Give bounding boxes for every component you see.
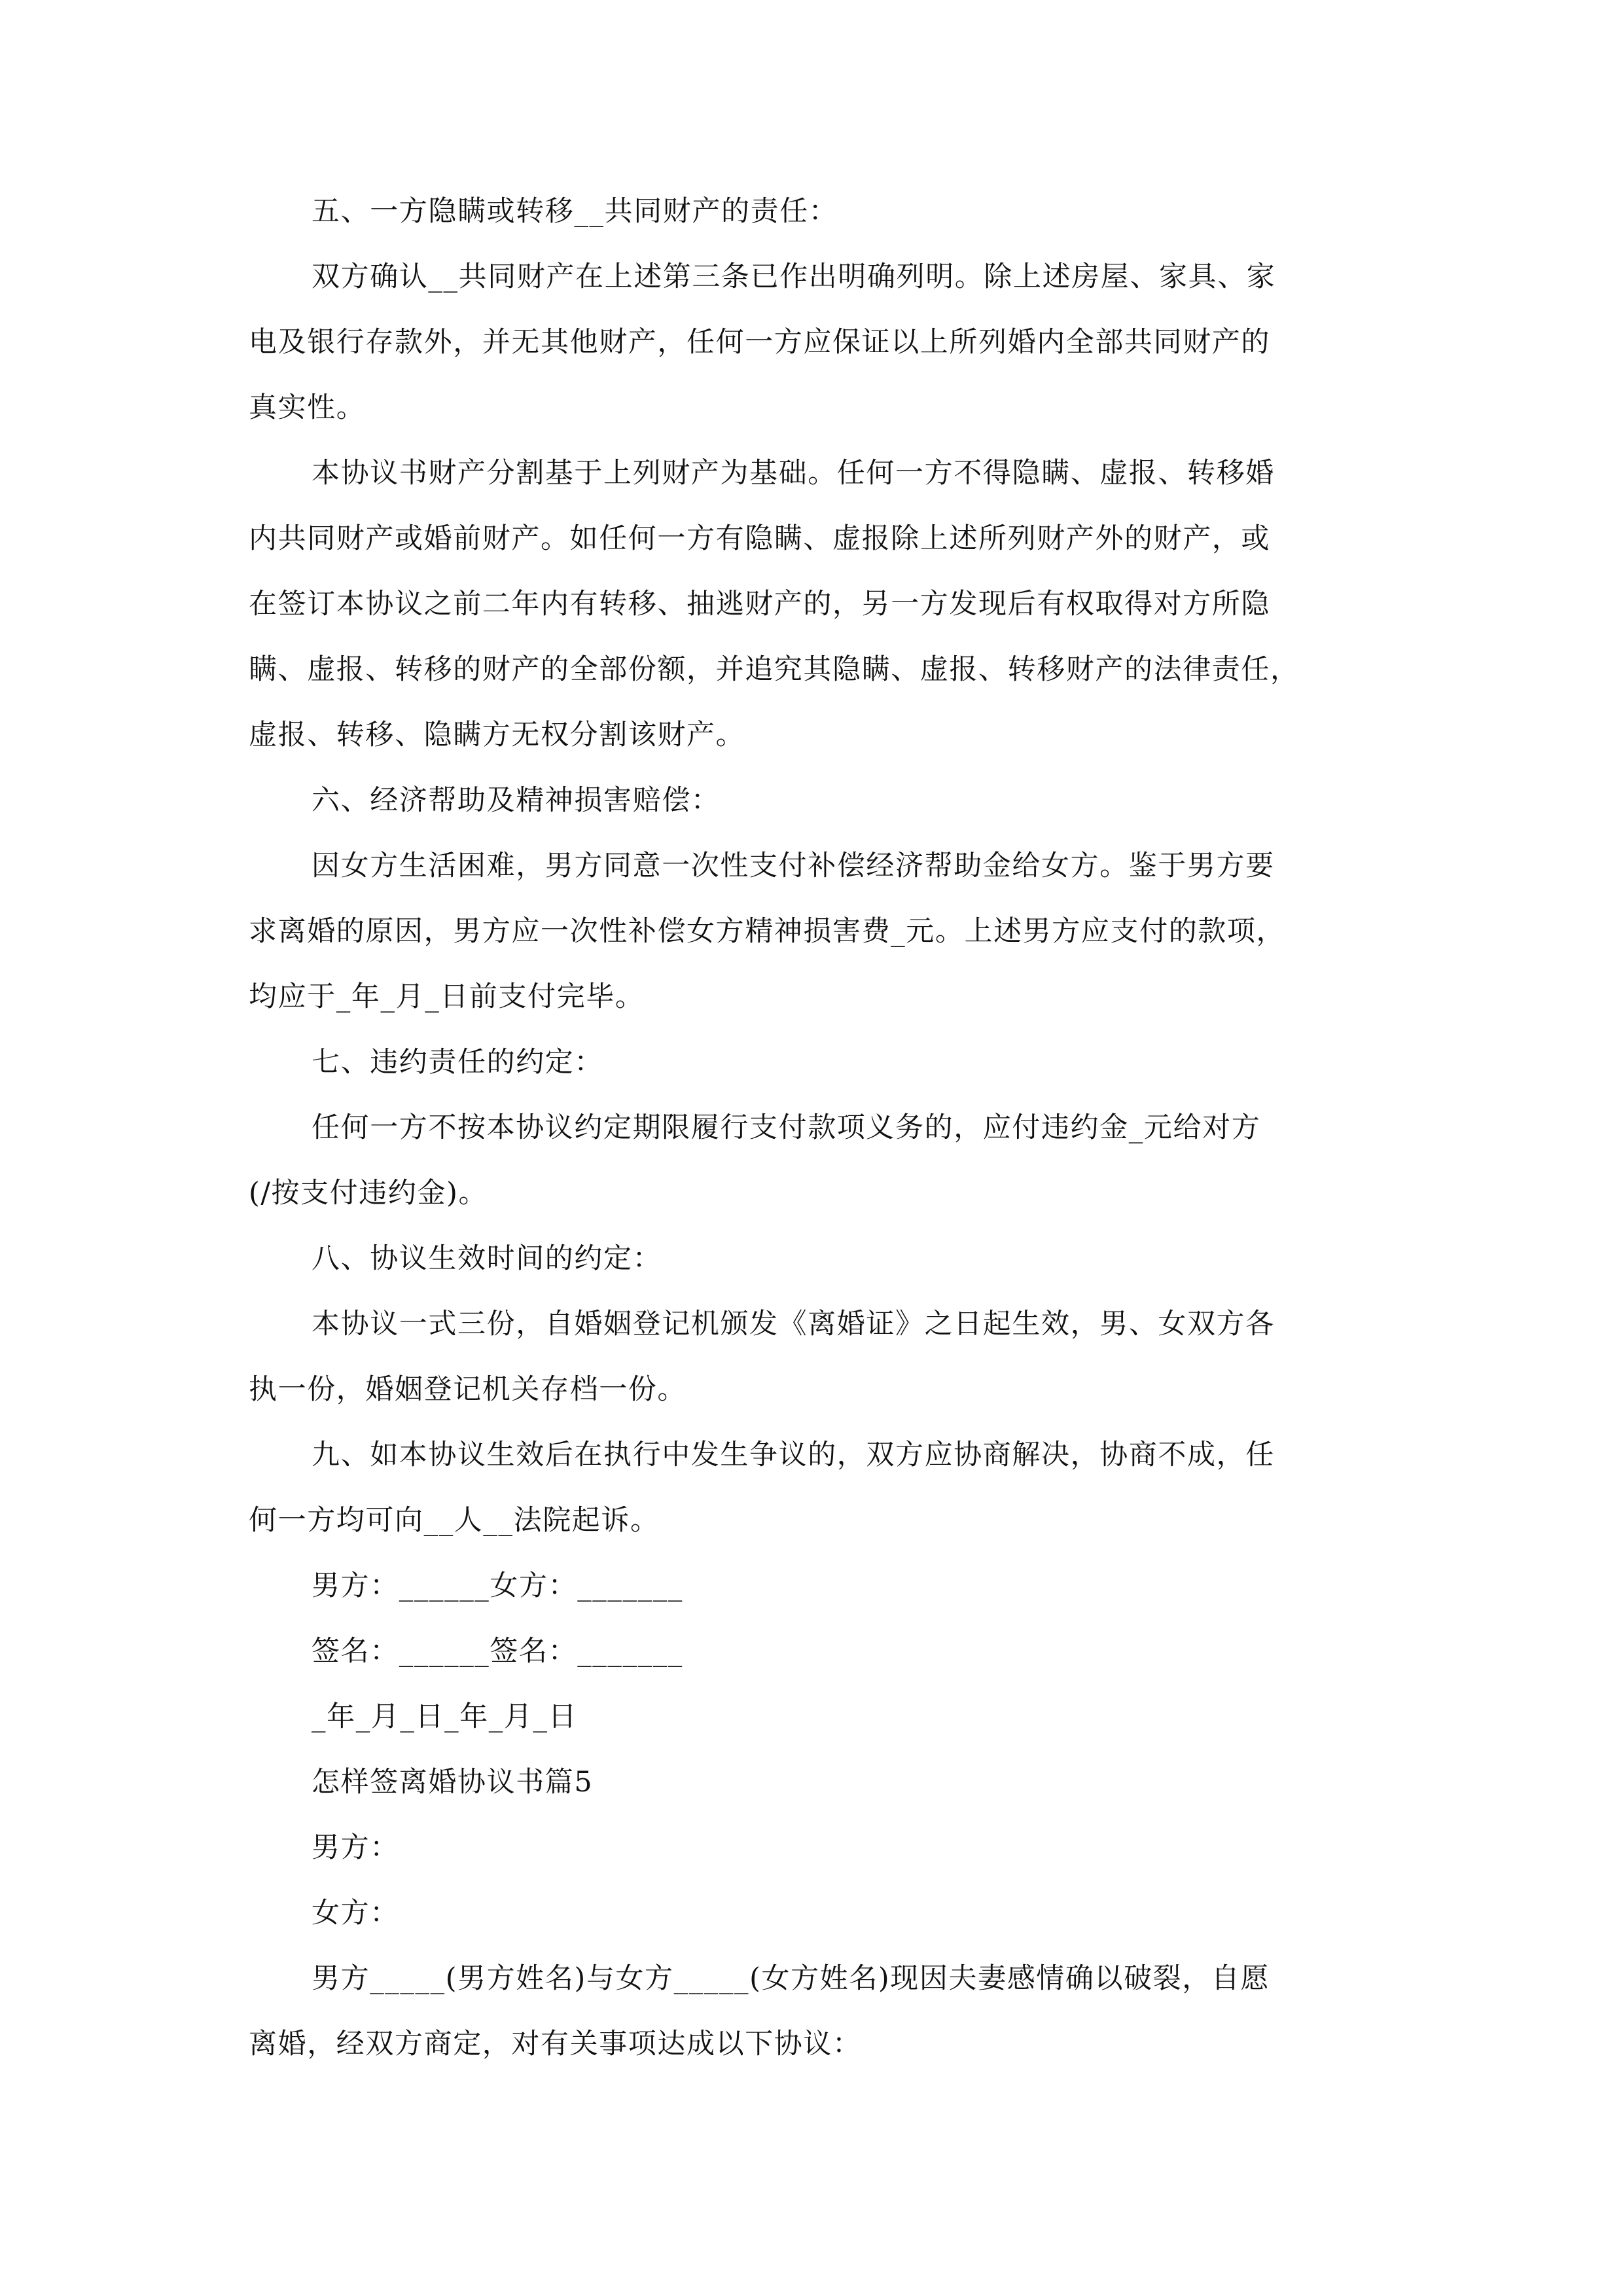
paragraph-line: 电及银行存款外，并无其他财产，任何一方应保证以上所列婚内全部共同财产的 xyxy=(249,326,1270,359)
paragraph-line: 何一方均可向__人__法院起诉。 xyxy=(249,1504,660,1537)
section-heading-6: 六、经济帮助及精神损害赔偿： xyxy=(312,784,721,817)
paragraph-line: 内共同财产或婚前财产。如任何一方有隐瞒、虚报除上述所列财产外的财产，或 xyxy=(249,522,1270,555)
signature-parties-line: 男方：______女方：_______ xyxy=(312,1570,683,1602)
paragraph-line: 瞒、虚报、转移的财产的全部份额，并追究其隐瞒、虚报、转移财产的法律责任， xyxy=(249,653,1300,686)
paragraph-line: 在签订本协议之前二年内有转移、抽逃财产的，另一方发现后有权取得对方所隐 xyxy=(249,588,1270,620)
next-article-title: 怎样签离婚协议书篇5 xyxy=(312,1766,594,1799)
paragraph-line: 任何一方不按本协议约定期限履行支付款项义务的，应付违约金_元给对方 xyxy=(312,1111,1261,1144)
section-heading-5: 五、一方隐瞒或转移__共同财产的责任： xyxy=(312,195,838,228)
signature-names-line: 签名：______签名：_______ xyxy=(312,1635,683,1668)
paragraph-line: 均应于_年_月_日前支付完毕。 xyxy=(249,980,645,1013)
document-body xyxy=(249,195,1374,2093)
paragraph-line: 男方_____(男方姓名)与女方_____(女方姓名)现因夫妻感情确以破裂，自愿 xyxy=(312,1962,1270,1995)
paragraph-line: 离婚，经双方商定，对有关事项达成以下协议： xyxy=(249,2028,862,2060)
paragraph-line: 真实性。 xyxy=(249,391,366,424)
male-party-label: 男方： xyxy=(312,1831,399,1864)
paragraph-line: 双方确认__共同财产在上述第三条已作出明确列明。除上述房屋、家具、家 xyxy=(312,260,1276,293)
section-heading-8: 八、协议生效时间的约定： xyxy=(312,1242,662,1275)
signature-date-line: _年_月_日_年_月_日 xyxy=(312,1700,578,1733)
paragraph-line: 求离婚的原因，男方应一次性补偿女方精神损害费_元。上述男方应支付的款项， xyxy=(249,915,1286,948)
paragraph-line: 执一份，婚姻登记机关存档一份。 xyxy=(249,1373,687,1406)
section-heading-9: 九、如本协议生效后在执行中发生争议的，双方应协商解决，协商不成，任 xyxy=(312,1439,1275,1471)
paragraph-line: 虚报、转移、隐瞒方无权分割该财产。 xyxy=(249,719,745,751)
paragraph-line: 本协议一式三份，自婚姻登记机颁发《离婚证》之日起生效，男、女双方各 xyxy=(312,1308,1275,1340)
paragraph-line: (/按支付违约金)。 xyxy=(249,1177,488,1210)
female-party-label: 女方： xyxy=(312,1897,399,1929)
paragraph-line: 因女方生活困难，男方同意一次性支付补偿经济帮助金给女方。鉴于男方要 xyxy=(312,850,1275,882)
section-heading-7: 七、违约责任的约定： xyxy=(312,1046,603,1079)
paragraph-line: 本协议书财产分割基于上列财产为基础。任何一方不得隐瞒、虚报、转移婚 xyxy=(312,457,1275,490)
